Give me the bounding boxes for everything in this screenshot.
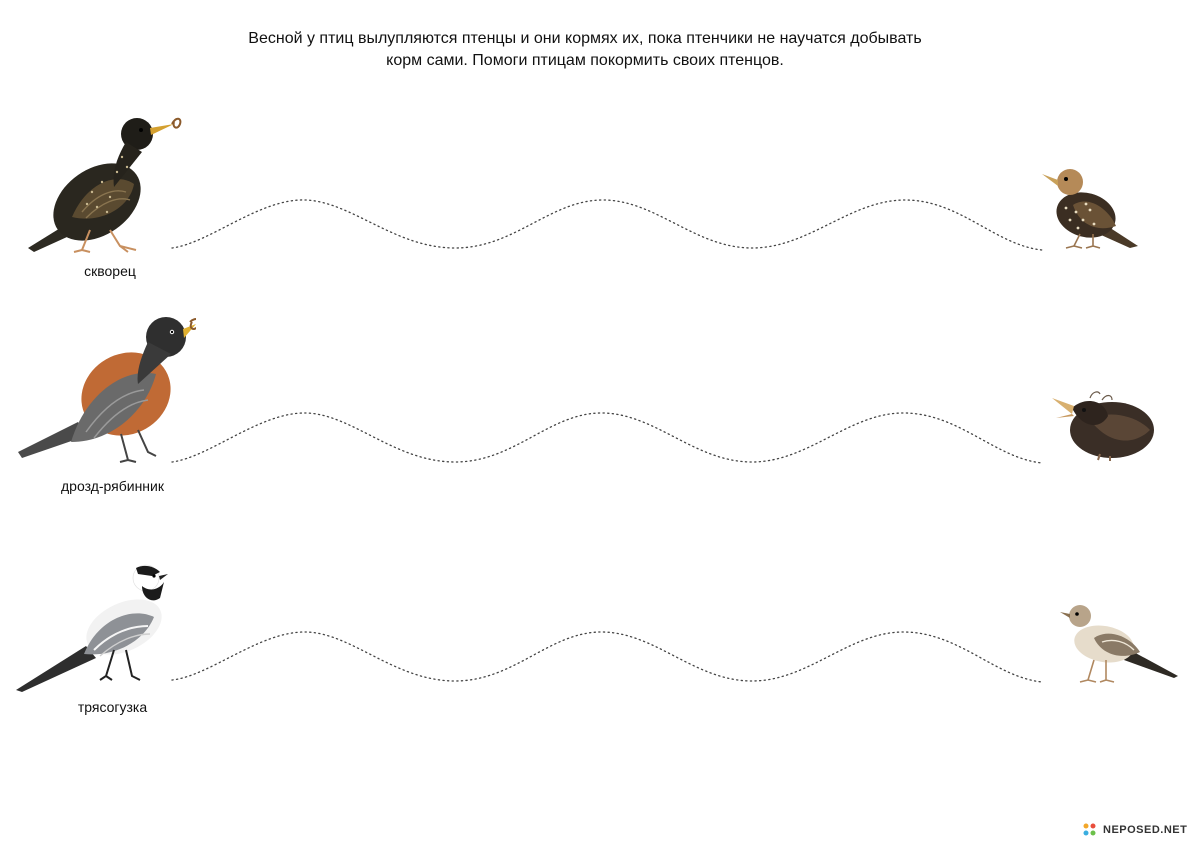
neposed-logo[interactable]	[1082, 822, 1187, 838]
logo-text: NEPOSED.NET	[1103, 824, 1188, 836]
trace-line-wagtail[interactable]	[172, 632, 1042, 682]
trace-line-thrush[interactable]	[172, 413, 1042, 463]
label-starling: скворец	[84, 263, 136, 279]
logo-mark-icon	[1082, 822, 1098, 838]
thrush-chick-icon	[1050, 390, 1160, 462]
instruction-line-1: Весной у птиц вылупляются птенцы и они кормях их, пока птенчики не научатся добывать	[248, 30, 922, 47]
label-thrush: дрозд-рябинник	[61, 478, 164, 494]
trace-line-starling[interactable]	[172, 200, 1042, 250]
wagtail-chick-icon	[1058, 598, 1180, 688]
starling-chick-icon	[1038, 160, 1142, 252]
thrush-adult-icon	[16, 312, 196, 467]
label-wagtail: трясогузка	[77, 699, 148, 715]
instruction-line-2: корм сами. Помоги птицам покормить своих птенцов.	[386, 52, 784, 69]
wagtail-adult-icon	[14, 562, 174, 692]
starling-adult-icon	[22, 112, 187, 257]
